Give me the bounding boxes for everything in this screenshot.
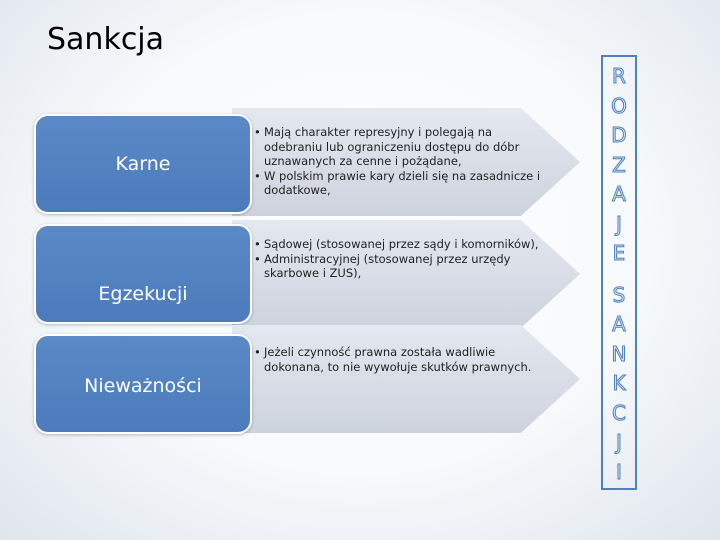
vertical-letter: C xyxy=(612,400,626,425)
description-list-niewaznosci xyxy=(254,345,554,374)
vertical-letter: J xyxy=(616,430,622,454)
category-label-niewaznosci: Nieważności xyxy=(84,375,202,397)
vertical-letter: R xyxy=(612,64,626,88)
category-box-niewaznosci xyxy=(34,334,252,434)
description-list-egzekucji xyxy=(254,237,554,281)
description-item: • Sądowej (stosowanej przez sądy i komorników), xyxy=(254,237,554,252)
vertical-letter: O xyxy=(611,93,627,118)
vertical-letter: S xyxy=(612,282,626,307)
vertical-letter: I xyxy=(616,459,622,484)
description-item: • Administracyjnej (stosowanej przez urzędy skarbowe i ZUS), xyxy=(254,252,554,281)
category-box-karne xyxy=(34,114,252,214)
description-item: • Mają charakter represyjny i polegają na odebraniu lub ograniczeniu dostępu do dóbr uznawanych za cenne i pożądane, xyxy=(254,125,554,169)
vertical-letter: A xyxy=(612,312,626,336)
vertical-letter: D xyxy=(611,123,627,147)
category-box-egzekucji xyxy=(34,224,252,324)
vertical-letter: K xyxy=(612,371,626,395)
vertical-word-rodzaje xyxy=(611,62,627,269)
vertical-letter: N xyxy=(611,341,627,366)
page-title: Sankcja xyxy=(47,22,165,57)
description-item: • W polskim prawie kary dzieli się na zasadnicze i dodatkowe, xyxy=(254,169,554,198)
category-label-egzekucji: Egzekucji xyxy=(98,283,188,305)
vertical-letter: E xyxy=(612,241,626,265)
vertical-letter: Z xyxy=(612,152,626,177)
description-item: • Jeżeli czynność prawna została wadliwie dokonana, to nie wywołuje skutków prawnych. xyxy=(254,345,554,374)
vertical-letter: J xyxy=(616,211,622,236)
category-label-karne: Karne xyxy=(115,153,171,175)
arrow-shape-niewaznosci xyxy=(232,325,580,433)
vertical-text-box xyxy=(601,55,637,490)
description-list-karne xyxy=(254,125,554,198)
vertical-letter: A xyxy=(612,182,626,206)
vertical-word-sankcji xyxy=(612,281,627,488)
